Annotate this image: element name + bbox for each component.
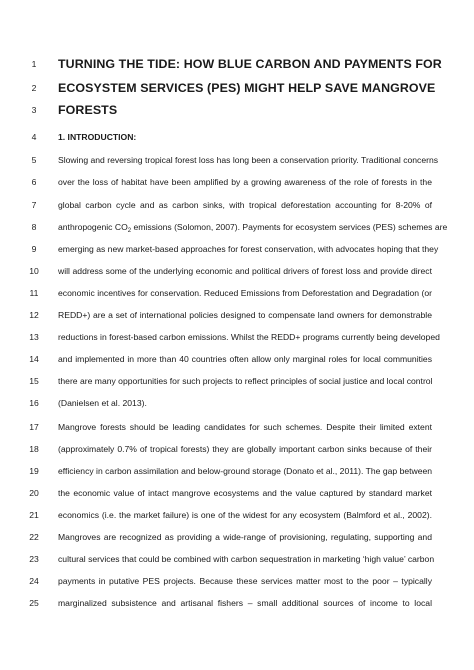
line-number: 10	[29, 266, 39, 276]
body-text-line	[0, 154, 474, 174]
line-number: 24	[29, 576, 39, 586]
body-text: reductions in forest-based carbon emissions. Whilst the REDD+ programs currently being developed	[58, 332, 440, 342]
body-text: Slowing and reversing tropical forest loss has long been a conservation priority. Traditional concerns	[58, 155, 439, 165]
body-text-line	[0, 397, 474, 417]
line-number: 20	[29, 488, 39, 498]
title-line	[0, 102, 474, 122]
body-text-line	[0, 176, 474, 196]
body-text-line	[0, 353, 474, 373]
line-number: 15	[29, 376, 39, 386]
line-number: 12	[29, 310, 39, 320]
body-text: (approximately 0.7% of tropical forests) they are globally important carbon sinks because of their	[58, 444, 432, 454]
subscript: 2	[127, 228, 132, 234]
body-text-line	[0, 487, 474, 507]
line-number: 4	[31, 132, 37, 142]
body-text-line	[0, 597, 474, 617]
line-number: 5	[31, 155, 37, 165]
body-text: Mangroves are recognized as providing a wide-range of provisioning, regulating, supporting and	[58, 532, 432, 542]
line-number: 23	[29, 554, 39, 564]
paper-title: ECOSYSTEM SERVICES (PES) MIGHT HELP SAVE MANGROVE	[58, 81, 436, 95]
title-line	[0, 56, 474, 76]
line-number: 9	[31, 244, 37, 254]
line-number: 3	[31, 105, 37, 115]
body-text-line	[0, 287, 474, 307]
body-text: global carbon cycle and as carbon sinks, with tropical deforestation accounting for 8-20% of	[58, 200, 432, 210]
title-line	[0, 80, 474, 100]
body-text-line	[0, 575, 474, 595]
paper-title: TURNING THE TIDE: HOW BLUE CARBON AND PAYMENTS FOR	[58, 57, 442, 71]
body-text-line	[0, 421, 474, 441]
body-text: will address some of the underlying economic and political drivers of forest loss and provide direct	[58, 266, 432, 276]
body-text: emerging as new market-based approaches for forest conservation, with advocates hoping that they	[58, 244, 439, 254]
body-text-line	[0, 465, 474, 485]
paper-title: FORESTS	[58, 103, 118, 117]
line-number: 6	[31, 177, 37, 187]
body-text-line	[0, 265, 474, 285]
body-text: and implemented in more than 40 countries often allow only marginal roles for local communities	[58, 354, 432, 364]
body-text-line	[0, 199, 474, 219]
body-text-line	[0, 443, 474, 463]
line-number: 13	[29, 332, 39, 342]
line-number: 25	[29, 598, 39, 608]
body-text-line	[0, 553, 474, 573]
body-text	[58, 221, 448, 237]
body-text: the economic value of intact mangrove ecosystems and the value captured by standard market	[58, 488, 432, 498]
body-text-line	[0, 309, 474, 329]
body-text: there are many opportunities for such projects to reflect principles of social justice and local control	[58, 376, 433, 386]
body-text-line	[0, 331, 474, 351]
section-heading: 1. INTRODUCTION:	[58, 132, 137, 142]
body-text: REDD+) are a set of international policies designed to compensate land owners for demonstrable	[58, 310, 432, 320]
text-fragment: emissions (Solomon, 2007). Payments for ecosystem services (PES) schemes are	[131, 222, 448, 232]
body-text: (Danielsen et al. 2013).	[58, 398, 147, 408]
body-text: economics (i.e. the market failure) is one of the widest for any ecosystem (Balmford et al., 2002).	[58, 510, 432, 520]
line-number: 11	[29, 288, 39, 298]
line-number: 18	[29, 444, 39, 454]
body-text: economic incentives for conservation. Reduced Emissions from Deforestation and Degradation (or	[58, 288, 432, 298]
line-number: 21	[29, 510, 39, 520]
line-number: 14	[29, 354, 39, 364]
body-text-line	[0, 531, 474, 551]
body-text-line	[0, 509, 474, 529]
body-text: cultural services that could be combined with carbon sequestration in marketing ‘high value’ carbon	[58, 554, 435, 564]
line-number: 8	[31, 222, 37, 232]
line-number: 17	[29, 422, 39, 432]
line-number: 1	[31, 59, 37, 69]
body-text: payments in putative PES projects. Because these services matter most to the poor – typically	[58, 576, 432, 586]
body-text-line	[0, 375, 474, 395]
section-heading-line	[0, 131, 474, 151]
body-text: Mangrove forests should be leading candidates for such schemes. Despite their limited extent	[58, 422, 432, 432]
line-number: 16	[29, 398, 39, 408]
body-text-line	[0, 221, 474, 241]
body-text: marginalized subsistence and artisanal fishers – small additional sources of income to local	[58, 598, 432, 608]
line-number: 19	[29, 466, 39, 476]
body-text: over the loss of habitat have been amplified by a growing awareness of the role of forests in the	[58, 177, 432, 187]
line-number: 7	[31, 200, 37, 210]
line-number: 22	[29, 532, 39, 542]
text-fragment: anthropogenic CO	[58, 222, 128, 232]
line-number: 2	[31, 83, 37, 93]
body-text-line	[0, 243, 474, 263]
body-text: efficiency in carbon assimilation and below-ground storage (Donato et al., 2011). The gap between	[58, 466, 433, 476]
